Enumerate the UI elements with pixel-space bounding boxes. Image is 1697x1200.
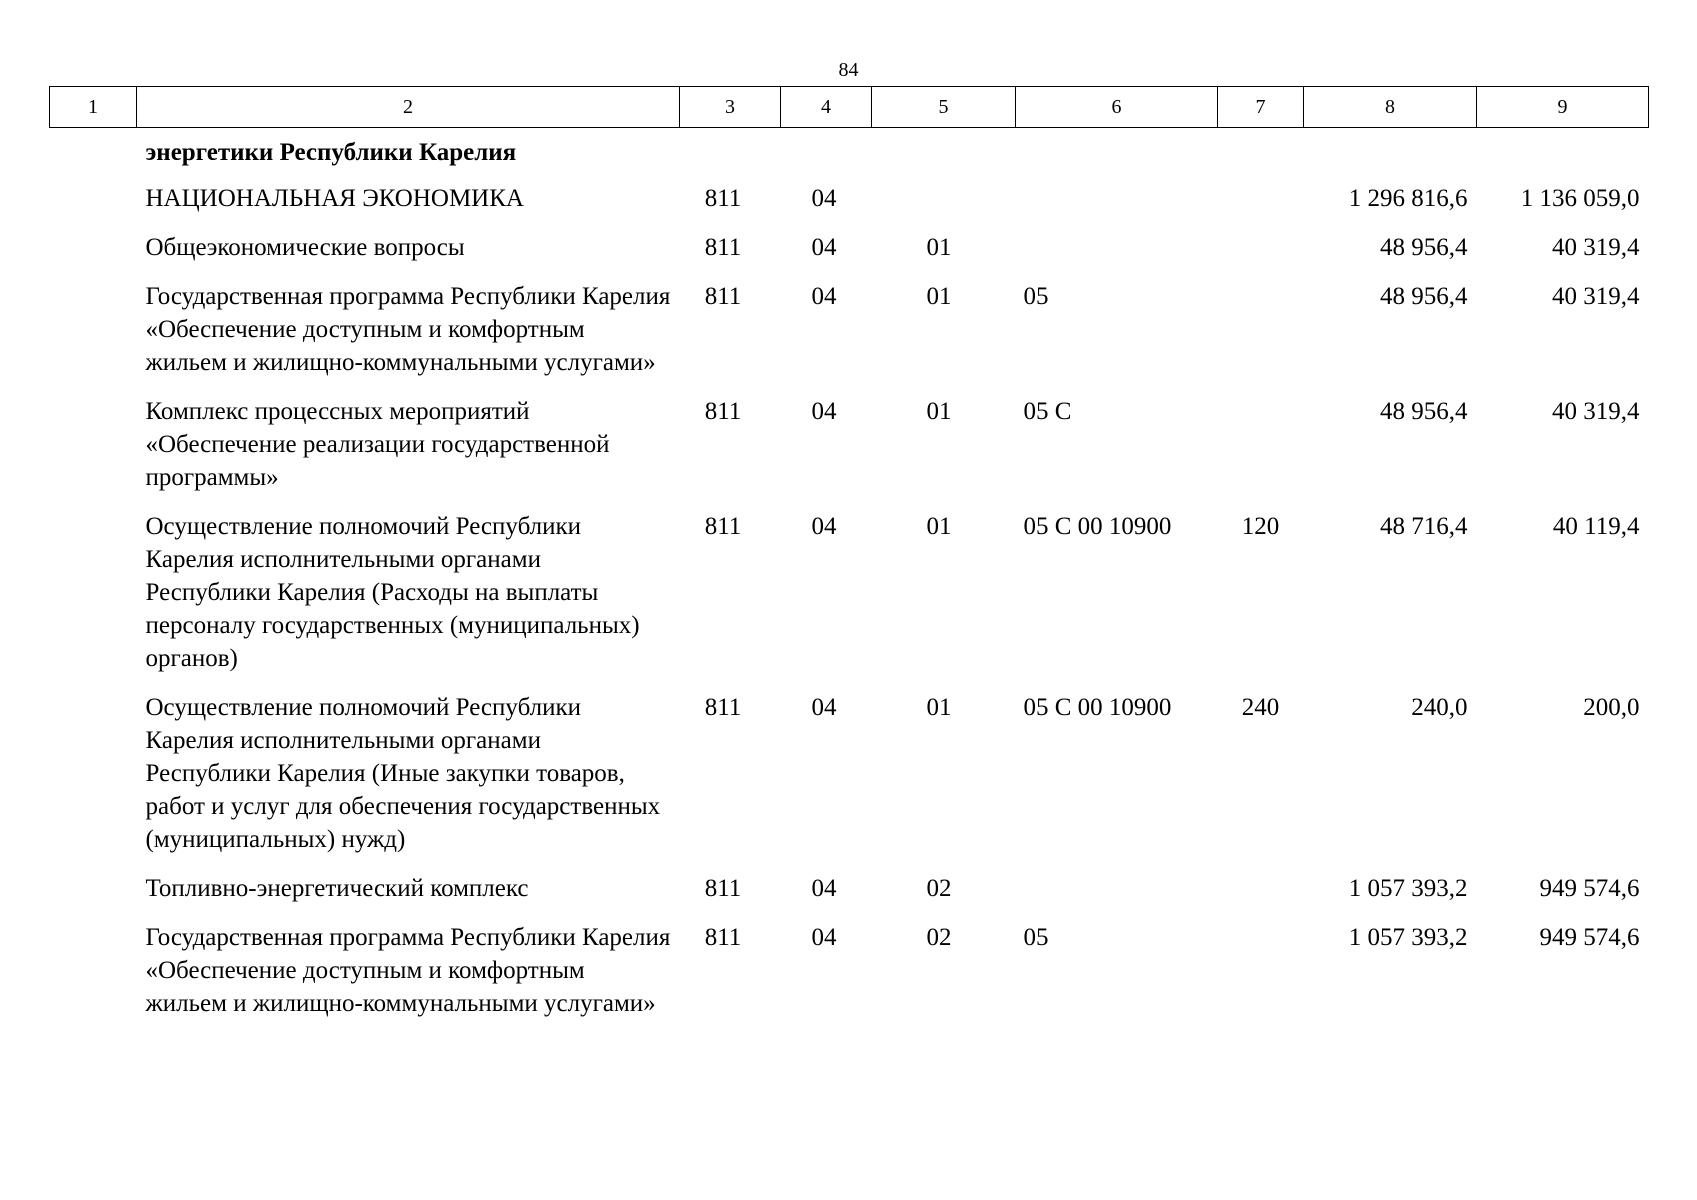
cell-col8: 48 716,4 xyxy=(1380,513,1468,540)
cell-name: Общеэкономические вопросы xyxy=(145,234,465,261)
column-header-8: 8 xyxy=(1304,87,1477,128)
cell-col8: 1 057 393,2 xyxy=(1348,924,1468,951)
cell-col4: 04 xyxy=(811,398,837,425)
cell-col1 xyxy=(50,223,137,272)
cell-col6 xyxy=(1016,223,1218,272)
table-row xyxy=(50,913,1649,1028)
cell-col5: 02 xyxy=(926,924,952,951)
cell-col4: 04 xyxy=(811,234,837,261)
cell-name: энергетики Республики Карелия xyxy=(145,139,517,166)
cell-col5: 02 xyxy=(926,875,952,902)
column-header-7: 7 xyxy=(1218,87,1304,128)
column-header-1: 1 xyxy=(50,87,137,128)
cell-col7 xyxy=(1218,174,1304,223)
cell-col6: 05 xyxy=(1023,283,1049,310)
cell-col1 xyxy=(50,913,137,1028)
cell-name: Комплекс процессных мероприятий «Обеспечение реализации государственной программы» xyxy=(145,398,610,491)
cell-col7 xyxy=(1218,864,1304,913)
column-header-3: 3 xyxy=(680,87,781,128)
page-number: 84 xyxy=(838,59,859,81)
cell-name: Топливно-энергетический комплекс xyxy=(145,875,529,902)
cell-col9: 949 574,6 xyxy=(1539,924,1640,951)
cell-col3 xyxy=(680,128,781,175)
cell-col9: 40 119,4 xyxy=(1552,513,1640,540)
cell-col3: 811 xyxy=(704,398,742,425)
cell-col7 xyxy=(1218,387,1304,502)
cell-col1 xyxy=(50,864,137,913)
cell-col3: 811 xyxy=(704,513,742,540)
cell-col4: 04 xyxy=(811,924,837,951)
cell-col5 xyxy=(872,174,1016,223)
cell-col6 xyxy=(1016,864,1218,913)
cell-col8: 48 956,4 xyxy=(1380,283,1468,310)
cell-col3: 811 xyxy=(704,694,742,721)
cell-name: Государственная программа Республики Карелия «Обеспечение доступным и комфортным жильем и жилищно-коммунальными услугами» xyxy=(145,924,671,1017)
cell-col4: 04 xyxy=(811,875,837,902)
cell-col4: 04 xyxy=(811,185,837,212)
cell-col9: 949 574,6 xyxy=(1539,875,1640,902)
table-row xyxy=(50,502,1649,683)
table-row xyxy=(50,683,1649,864)
cell-col6 xyxy=(1016,174,1218,223)
cell-col7: 240 xyxy=(1241,694,1280,721)
column-header-9: 9 xyxy=(1477,87,1649,128)
cell-col7 xyxy=(1218,223,1304,272)
cell-col1 xyxy=(50,128,137,175)
cell-col5: 01 xyxy=(926,513,952,540)
column-header-2: 2 xyxy=(137,87,680,128)
cell-col7 xyxy=(1218,272,1304,387)
cell-col3: 811 xyxy=(704,283,742,310)
cell-col6 xyxy=(1016,128,1218,175)
cell-col1 xyxy=(50,502,137,683)
cell-col9: 200,0 xyxy=(1583,694,1640,721)
cell-col8 xyxy=(1304,128,1477,175)
cell-name: Осуществление полномочий Республики Карелия исполнительными органами Республики Карелия (Расходы на выплаты персоналу государственных (муниципальных) органов) xyxy=(145,513,640,672)
column-header-4: 4 xyxy=(781,87,872,128)
cell-col8: 1 296 816,6 xyxy=(1348,185,1468,212)
cell-col7 xyxy=(1218,913,1304,1028)
cell-col9: 1 136 059,0 xyxy=(1520,185,1640,212)
cell-col4: 04 xyxy=(811,694,837,721)
cell-col9 xyxy=(1477,128,1649,175)
header-row xyxy=(50,87,1649,128)
cell-col6: 05 С 00 10900 xyxy=(1023,694,1172,721)
cell-name: НАЦИОНАЛЬНАЯ ЭКОНОМИКА xyxy=(145,185,524,212)
cell-col5: 01 xyxy=(926,283,952,310)
cell-col9: 40 319,4 xyxy=(1552,283,1640,310)
cell-col1 xyxy=(50,683,137,864)
cell-col9: 40 319,4 xyxy=(1552,234,1640,261)
table-row xyxy=(50,387,1649,502)
cell-col9: 40 319,4 xyxy=(1552,398,1640,425)
cell-name: Государственная программа Республики Карелия «Обеспечение доступным и комфортным жильем и жилищно-коммунальными услугами» xyxy=(145,283,671,376)
cell-col8: 48 956,4 xyxy=(1380,398,1468,425)
cell-col3: 811 xyxy=(704,185,742,212)
cell-col5: 01 xyxy=(926,694,952,721)
table-row xyxy=(50,174,1649,223)
cell-col8: 240,0 xyxy=(1411,694,1468,721)
cell-col3: 811 xyxy=(704,234,742,261)
cell-col5: 01 xyxy=(926,234,952,261)
column-header-6: 6 xyxy=(1016,87,1218,128)
cell-col4: 04 xyxy=(811,513,837,540)
cell-name: Осуществление полномочий Республики Карелия исполнительными органами Республики Карелия (Иные закупки товаров, работ и услуг для обеспечения государственных (муниципальных) нужд) xyxy=(145,694,661,853)
cell-col5: 01 xyxy=(926,398,952,425)
cell-col8: 48 956,4 xyxy=(1380,234,1468,261)
cell-col8: 1 057 393,2 xyxy=(1348,875,1468,902)
cell-col1 xyxy=(50,174,137,223)
cell-col5 xyxy=(872,128,1016,175)
cell-col3: 811 xyxy=(704,875,742,902)
cell-col4: 04 xyxy=(811,283,837,310)
cell-col7 xyxy=(1218,128,1304,175)
table-body xyxy=(50,128,1649,1029)
cell-col6: 05 С 00 10900 xyxy=(1023,513,1172,540)
cell-col4 xyxy=(781,128,872,175)
column-number-header xyxy=(50,87,1649,128)
column-header-5: 5 xyxy=(872,87,1016,128)
budget-table xyxy=(49,86,1649,1028)
cell-col6: 05 xyxy=(1023,924,1049,951)
cell-col1 xyxy=(50,272,137,387)
cell-col6: 05 С xyxy=(1023,398,1072,425)
cell-col3: 811 xyxy=(704,924,742,951)
cell-col1 xyxy=(50,387,137,502)
table-row xyxy=(50,864,1649,913)
table-row xyxy=(50,223,1649,272)
table-row xyxy=(50,272,1649,387)
table-row xyxy=(50,128,1649,175)
cell-col7: 120 xyxy=(1241,513,1280,540)
